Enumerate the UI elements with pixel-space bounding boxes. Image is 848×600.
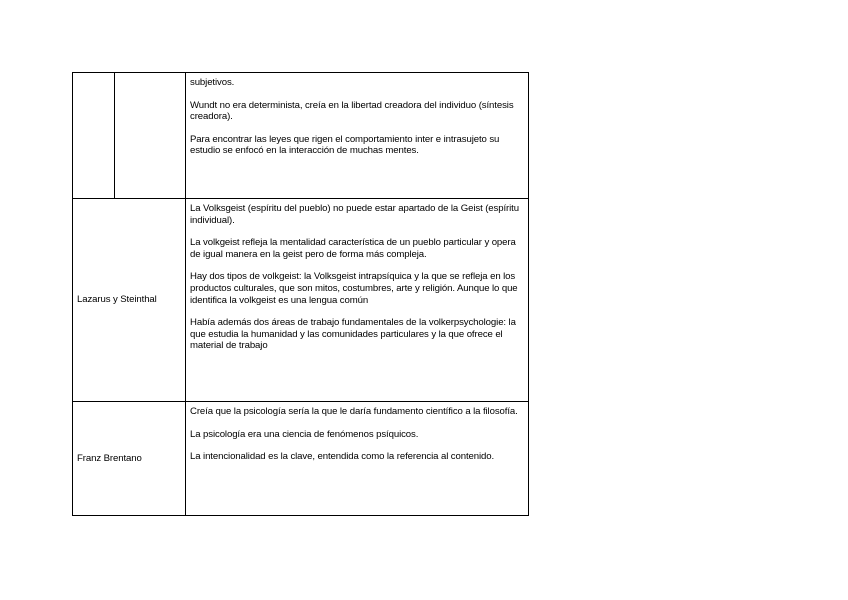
content-cell — [186, 199, 529, 402]
author-cell: Franz Brentano — [73, 402, 186, 516]
paragraph: Wundt no era determinista, creía en la libertad creadora del individuo (síntesis creadora). — [190, 99, 514, 123]
paragraph: La intencionalidad es la clave, entendida como la referencia al contenido. — [190, 451, 495, 463]
author-cell: Lazarus y Steinthal — [73, 199, 186, 402]
paragraph: La psicología era una ciencia de fenómenos psíquicos. — [190, 428, 419, 440]
paragraph: Había además dos áreas de trabajo fundamentales de la volkerpsychologie: la que estudia la humanidad y las comunidades particulares y la que ofrece el material de trabajo — [190, 317, 516, 352]
author-cell-blank-a — [73, 73, 115, 199]
paragraph: La Volksgeist (espíritu del pueblo) no puede estar apartado de la Geist (espíritu individual). — [190, 203, 519, 226]
table-row — [73, 199, 529, 402]
author-cell-blank-b — [115, 73, 186, 199]
paragraph: Para encontrar las leyes que rigen el comportamiento inter e intrasujeto su estudio se enfocó en la interacción de muchas mentes. — [190, 133, 500, 157]
paragraph: Creía que la psicología sería la que le daría fundamento científico a la filosofía. — [190, 406, 518, 417]
paragraph: La volkgeist refleja la mentalidad característica de un pueblo particular y opera de igual manera en la geist pero de forma más compleja. — [190, 237, 516, 260]
paragraph: Hay dos tipos de volkgeist: la Volksgeist intrapsíquica y la que se refleja en los productos culturales, que son mitos, costumbres, arte y religión. Aunque lo que identifica la volkgeist es una lengua común — [190, 271, 518, 306]
paragraph: subjetivos. — [190, 77, 235, 88]
table-row — [73, 73, 529, 199]
authors-table — [72, 72, 529, 516]
table-row — [73, 402, 529, 516]
content-cell — [186, 73, 529, 199]
content-cell — [186, 402, 529, 516]
